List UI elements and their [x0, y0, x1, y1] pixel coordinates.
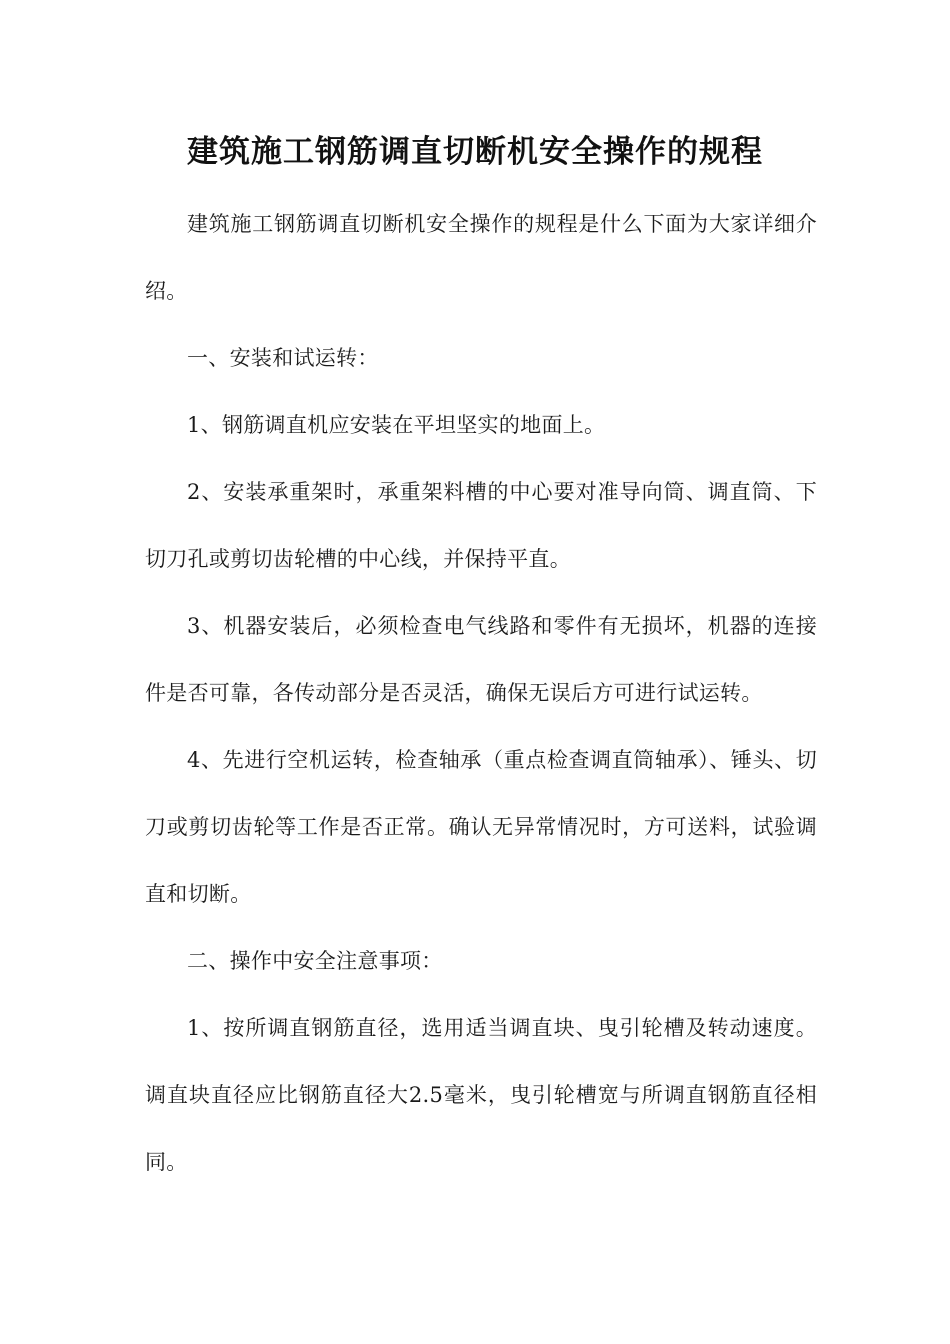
section-heading-safety: 二、操作中安全注意事项： [187, 949, 443, 973]
safety-item-1: 1、按所调直钢筋直径，选用适当调直块、曳引轮槽及转动速度。调直块直径应比钢筋直径大2.5毫米，曳引轮槽宽与所调直钢筋直径相同。 [145, 1016, 817, 1174]
install-item-2: 2、安装承重架时，承重架料槽的中心要对准导向筒、调直筒、下切刀孔或剪切齿轮槽的中心线，并保持平直。 [145, 480, 817, 571]
install-item-3: 3、机器安装后，必须检查电气线路和零件有无损坏，机器的连接件是否可靠，各传动部分是否灵活，确保无误后方可进行试运转。 [145, 614, 817, 705]
install-item-4: 4、先进行空机运转，检查轴承（重点检查调直筒轴承）、锤头、切刀或剪切齿轮等工作是否正常。确认无异常情况时，方可送料，试验调直和切断。 [145, 748, 817, 906]
intro-paragraph: 建筑施工钢筋调直切断机安全操作的规程是什么下面为大家详细介绍。 [145, 212, 817, 303]
section-heading-install: 一、安装和试运转： [187, 346, 379, 370]
install-item-1: 1、钢筋调直机应安装在平坦坚实的地面上。 [187, 413, 606, 437]
document-body [145, 191, 817, 1196]
document-title: 建筑施工钢筋调直切断机安全操作的规程 [187, 134, 763, 170]
